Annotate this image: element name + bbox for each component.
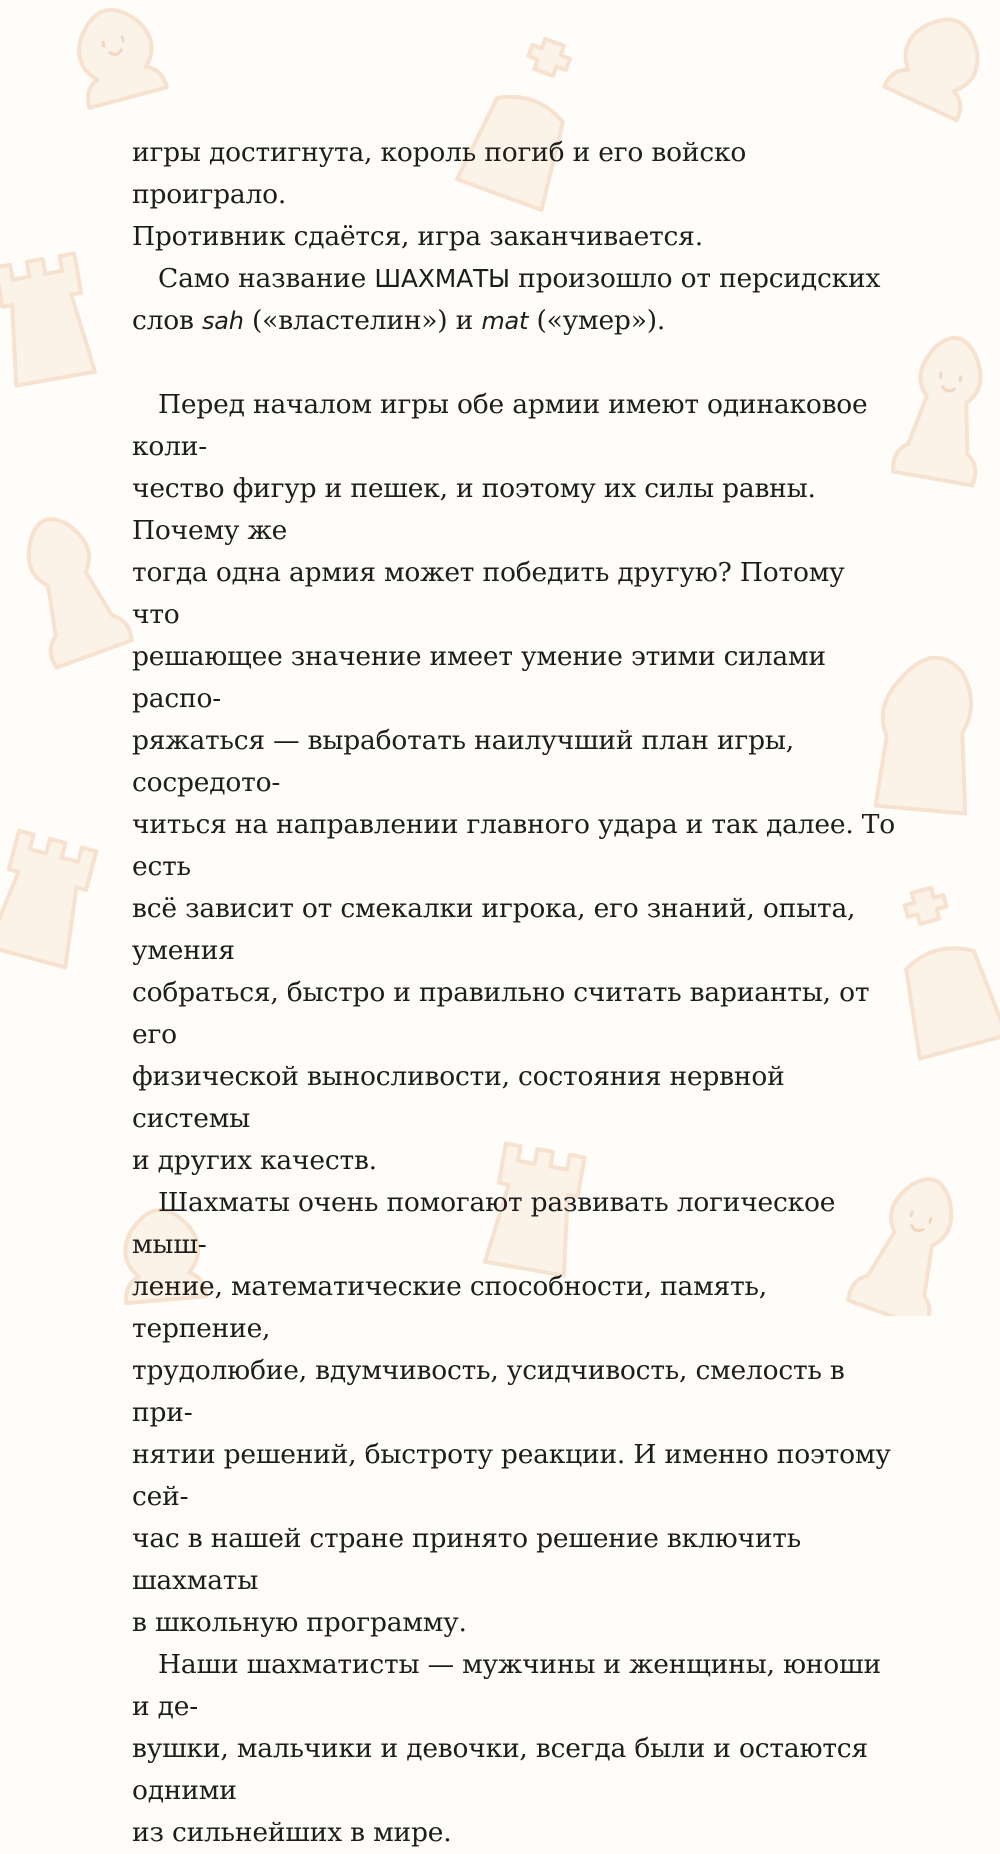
text-line: собраться, быстро и правильно считать варианты, от его [132,977,870,1050]
text-segment: («умер»). [528,305,666,336]
text-segment: Само название [158,263,375,294]
text-line: Перед началом игры обе армии имеют одинаковое коли- [132,389,868,462]
chess-king-icon [878,879,1000,1059]
text-line: ряжаться — выработать наилучший план игры, сосредото- [132,725,794,798]
keyword-shakhmaty: ШАХМАТЫ [374,264,510,293]
text-line: и других качеств. [132,1145,377,1176]
text-segment: («властелин») и [243,305,482,336]
text-line: нятии решений, быстроту реакции. И именно поэтому сей- [132,1439,891,1512]
text-line: в школьную программу. [132,1607,467,1638]
chess-bishop-icon [7,506,133,668]
text-segment: произошло от персидских слов [132,263,881,336]
chess-rook-icon [0,254,95,386]
chess-rook-icon [0,831,96,968]
text-line: чество фигур и пешек, и поэтому их силы равны. Почему же [132,473,816,546]
text-line: всё зависит от смекалки игрока, его знаний, опыта, умения [132,893,856,966]
paragraph-armies [132,384,896,1182]
text-line: трудолюбие, вдумчивость, усидчивость, смелость в при- [132,1355,845,1428]
text-line: ление, математические способности, память, терпение, [132,1271,767,1344]
text-line: Шахматы очень помогают развивать логическое мыш- [132,1187,836,1260]
text-line: читься на направлении главного удара и так далее. То есть [132,809,896,882]
text-line: час в нашей стране принято решение включить шахматы [132,1523,801,1596]
text-line: решающее значение имеет умение этими силами распо- [132,641,826,714]
paragraph-benefits [132,1182,896,1644]
chess-pawn-icon [66,0,167,108]
chess-pawn-icon [884,5,995,120]
paragraph-players [132,1644,896,1854]
text-line: вушки, мальчики и девочки, всегда были и остаются одними [132,1733,868,1806]
chess-bishop-icon [892,331,998,486]
text-line: физической выносливости, состояния нервной системы [132,1061,785,1134]
text-line: из сильнейших в мире. [132,1817,452,1848]
text-line: Противник сдаётся, игра заканчивается. [132,221,703,252]
persian-word-sah: sah [201,307,244,335]
text-line: тогда одна армия может победить другую? Потому что [132,557,845,630]
text-line: Наши шахматисты — мужчины и женщины, юноши и де- [132,1649,881,1722]
paragraph-ending [132,132,896,258]
paragraph-etymology [132,258,896,342]
page-body-text [132,132,896,1854]
text-line: игры достигнута, король погиб и его войско проиграло. [132,137,747,210]
persian-word-mat: mat [481,307,529,335]
